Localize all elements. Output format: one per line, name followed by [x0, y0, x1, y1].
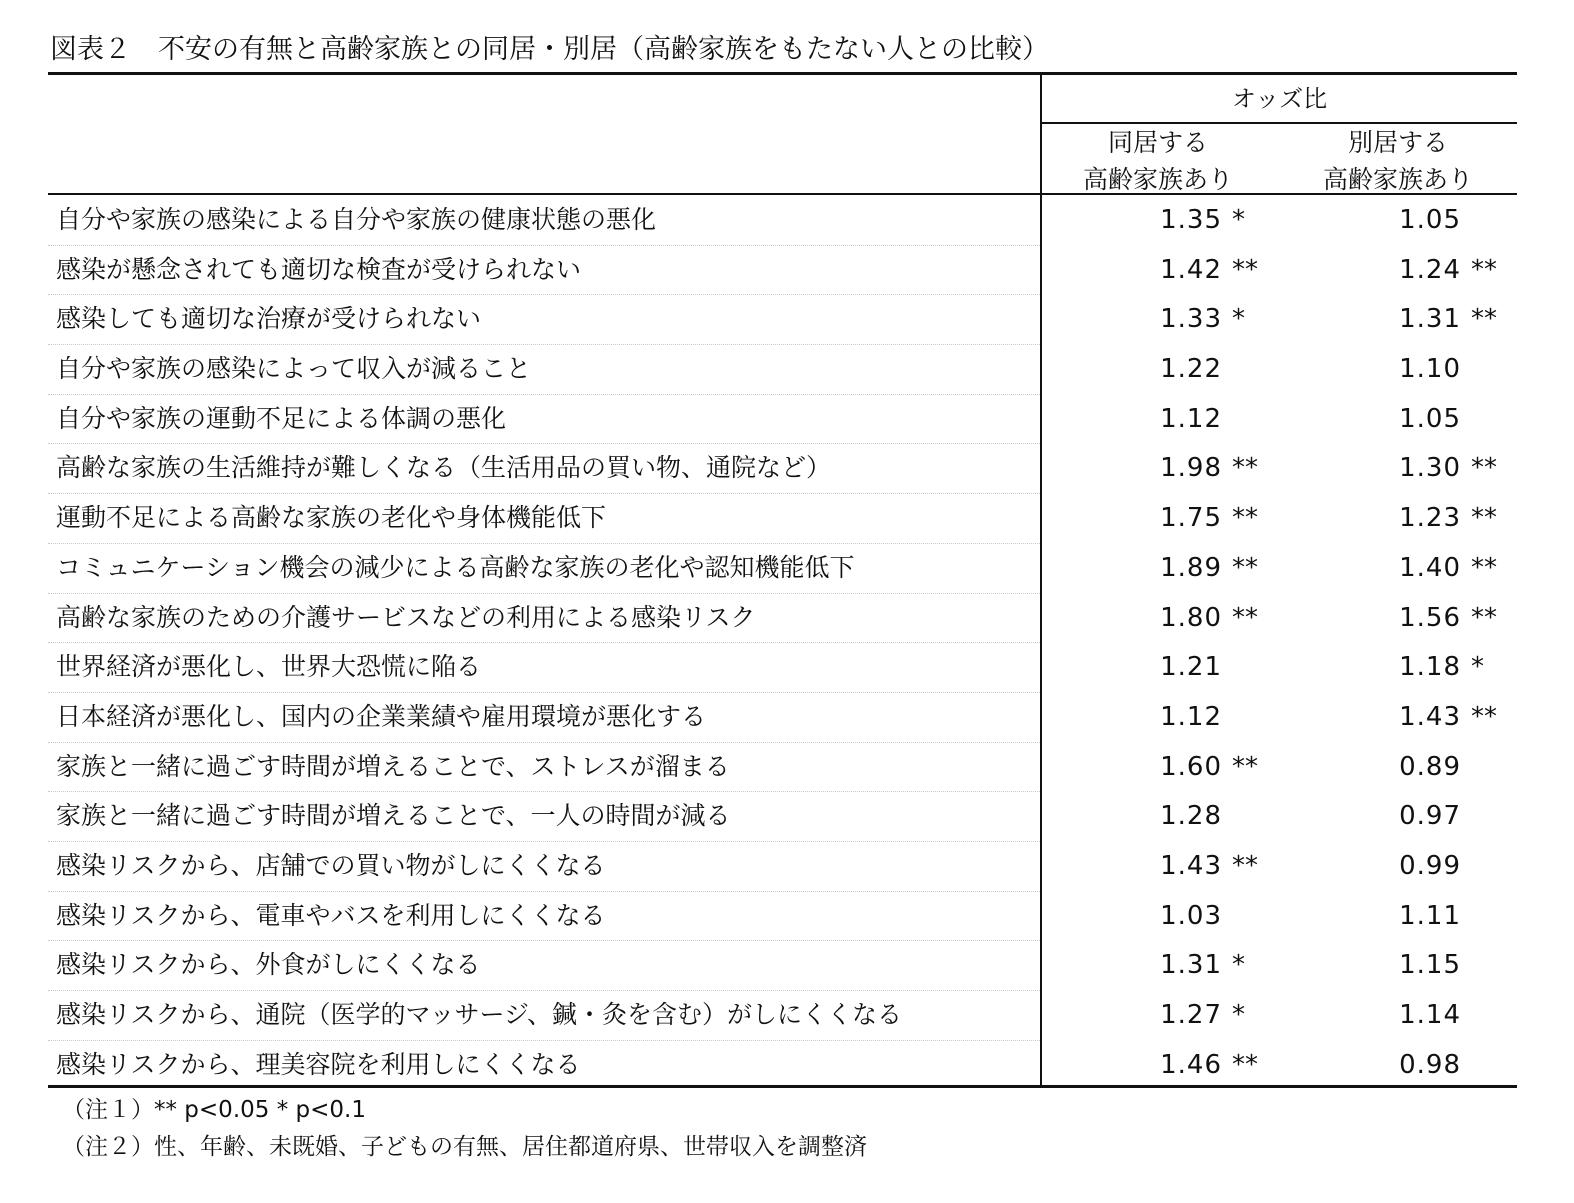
table-row	[48, 345, 1517, 395]
cohabiting-significance: **	[1232, 453, 1258, 484]
separate-odds-value: 1.14	[1399, 1000, 1461, 1030]
row-label: 感染リスクから、通院（医学的マッサージ、鍼・灸を含む）がしにくくなる	[56, 1000, 903, 1029]
cohabiting-significance: **	[1232, 552, 1258, 583]
separate-odds-value: 1.40	[1399, 552, 1461, 583]
separate-significance: **	[1471, 552, 1497, 583]
col-separate-line2: 高齢家族あり	[1322, 165, 1473, 194]
table-row	[48, 395, 1517, 445]
table-row	[48, 594, 1517, 644]
cohabiting-odds-value: 1.27	[1160, 1000, 1222, 1030]
row-label: 自分や家族の運動不足による体調の悪化	[56, 403, 507, 433]
cohabiting-significance: **	[1232, 751, 1258, 782]
cohabiting-odds-value: 1.12	[1160, 701, 1222, 732]
odds-ratio-header: オッズ比	[1231, 85, 1328, 113]
cohabiting-odds-value: 1.21	[1160, 652, 1222, 683]
cohabiting-odds-value: 1.35	[1160, 205, 1222, 235]
separate-odds-value: 1.18	[1399, 652, 1461, 683]
cohabiting-odds-value: 1.98	[1160, 453, 1222, 484]
separate-odds-value: 1.43	[1399, 701, 1461, 732]
cohabiting-odds-value: 1.28	[1160, 801, 1222, 832]
col-cohabiting-line1: 同居する	[1107, 128, 1208, 157]
separate-odds-value: 1.56	[1399, 602, 1461, 633]
row-label: 自分や家族の感染による自分や家族の健康状態の悪化	[56, 205, 657, 234]
separate-significance: *	[1471, 652, 1484, 683]
separate-odds-value: 1.05	[1399, 403, 1461, 434]
row-label: 感染リスクから、理美容院を利用しにくくなる	[56, 1049, 581, 1079]
cohabiting-significance: **	[1232, 254, 1258, 285]
cohabiting-significance: **	[1232, 503, 1258, 534]
separate-significance: **	[1471, 503, 1497, 534]
cohabiting-odds-value: 1.42	[1160, 254, 1222, 285]
col-separate-line1: 別居する	[1347, 128, 1448, 157]
cohabiting-odds-value: 1.43	[1160, 850, 1222, 881]
cohabiting-odds-value: 1.03	[1160, 900, 1222, 931]
separate-odds-value: 1.05	[1399, 205, 1461, 235]
cohabiting-odds-value: 1.12	[1160, 403, 1222, 434]
row-label: 感染リスクから、店舗での買い物がしにくくなる	[56, 850, 606, 880]
table-row	[48, 842, 1517, 892]
table-row	[48, 246, 1517, 296]
table-title: 図表２ 不安の有無と高齢家族との同居・別居（高齢家族をもたない人との比較）	[50, 34, 1049, 65]
table-row	[48, 444, 1517, 494]
separate-odds-value: 0.98	[1399, 1049, 1461, 1080]
table-row	[48, 892, 1517, 942]
separate-odds-value: 1.31	[1399, 304, 1461, 335]
table-row	[48, 494, 1517, 544]
col-separate-header	[1280, 124, 1516, 198]
table-body	[48, 196, 1517, 1090]
cohabiting-odds-value: 1.33	[1160, 304, 1222, 335]
separate-odds-value: 1.23	[1399, 503, 1461, 534]
cohabiting-significance: *	[1232, 205, 1245, 235]
row-label: 感染しても適切な治療が受けられない	[56, 304, 482, 334]
cohabiting-significance: *	[1232, 1000, 1245, 1030]
row-label: 家族と一緒に過ごす時間が増えることで、ストレスが溜まる	[56, 751, 730, 781]
separate-odds-value: 0.89	[1399, 751, 1461, 782]
cohabiting-significance: *	[1232, 304, 1245, 335]
cohabiting-odds-value: 1.22	[1160, 354, 1222, 385]
cohabiting-significance: **	[1232, 1049, 1258, 1080]
col-cohabiting-line2: 高齢家族あり	[1082, 165, 1233, 194]
cohabiting-significance: *	[1232, 950, 1245, 981]
table-row	[48, 1041, 1517, 1091]
cohabiting-odds-value: 1.75	[1160, 503, 1222, 534]
cohabiting-odds-value: 1.89	[1160, 552, 1222, 583]
row-label: 高齢な家族のための介護サービスなどの利用による感染リスク	[56, 602, 756, 632]
row-label: 感染リスクから、外食がしにくくなる	[56, 950, 481, 980]
cohabiting-significance: **	[1232, 850, 1258, 881]
cohabiting-odds-value: 1.60	[1160, 751, 1222, 782]
row-label: コミュニケーション機会の減少による高齢な家族の老化や認知機能低下	[56, 552, 855, 582]
note-1: （注１）** p<0.05 * p<0.1	[62, 1097, 366, 1123]
table-row	[48, 196, 1517, 246]
row-label: 自分や家族の感染によって収入が減ること	[56, 354, 532, 384]
row-label: 家族と一緒に過ごす時間が増えることで、一人の時間が減る	[56, 801, 731, 831]
separate-odds-value: 1.30	[1399, 453, 1461, 484]
row-label: 日本経済が悪化し、国内の企業業績や雇用環境が悪化する	[56, 701, 707, 731]
cohabiting-significance: **	[1232, 602, 1258, 633]
row-label: 高齢な家族の生活維持が難しくなる（生活用品の買い物、通院など）	[56, 453, 832, 483]
table-row	[48, 792, 1517, 842]
separate-significance: **	[1471, 701, 1497, 732]
cohabiting-odds-value: 1.31	[1160, 950, 1222, 981]
table-row	[48, 743, 1517, 793]
separate-significance: **	[1471, 602, 1497, 633]
table-row	[48, 643, 1517, 693]
col-cohabiting-header	[1040, 124, 1276, 198]
note-2: （注２）性、年齢、未既婚、子どもの有無、居住都道府県、世帯収入を調整済	[62, 1134, 867, 1160]
table-row	[48, 941, 1517, 991]
row-label: 感染が懸念されても適切な検査が受けられない	[56, 254, 582, 284]
table-row	[48, 693, 1517, 743]
table-row	[48, 544, 1517, 594]
row-label: 運動不足による高齢な家族の老化や身体機能低下	[56, 503, 607, 533]
cohabiting-odds-value: 1.80	[1160, 602, 1222, 633]
table-row	[48, 295, 1517, 345]
separate-odds-value: 1.15	[1399, 950, 1461, 981]
top-rule	[48, 72, 1517, 75]
separate-significance: **	[1471, 304, 1497, 335]
separate-odds-value: 0.99	[1399, 850, 1461, 881]
row-label: 感染リスクから、電車やバスを利用しにくくなる	[56, 900, 606, 930]
separate-odds-value: 1.11	[1399, 900, 1461, 931]
separate-significance: **	[1471, 254, 1497, 285]
separate-odds-value: 1.24	[1399, 254, 1461, 285]
separate-odds-value: 1.10	[1399, 354, 1461, 385]
row-label: 世界経済が悪化し、世界大恐慌に陥る	[56, 652, 482, 682]
separate-significance: **	[1471, 453, 1497, 484]
cohabiting-odds-value: 1.46	[1160, 1049, 1222, 1080]
table-row	[48, 991, 1517, 1041]
separate-odds-value: 0.97	[1399, 801, 1461, 832]
